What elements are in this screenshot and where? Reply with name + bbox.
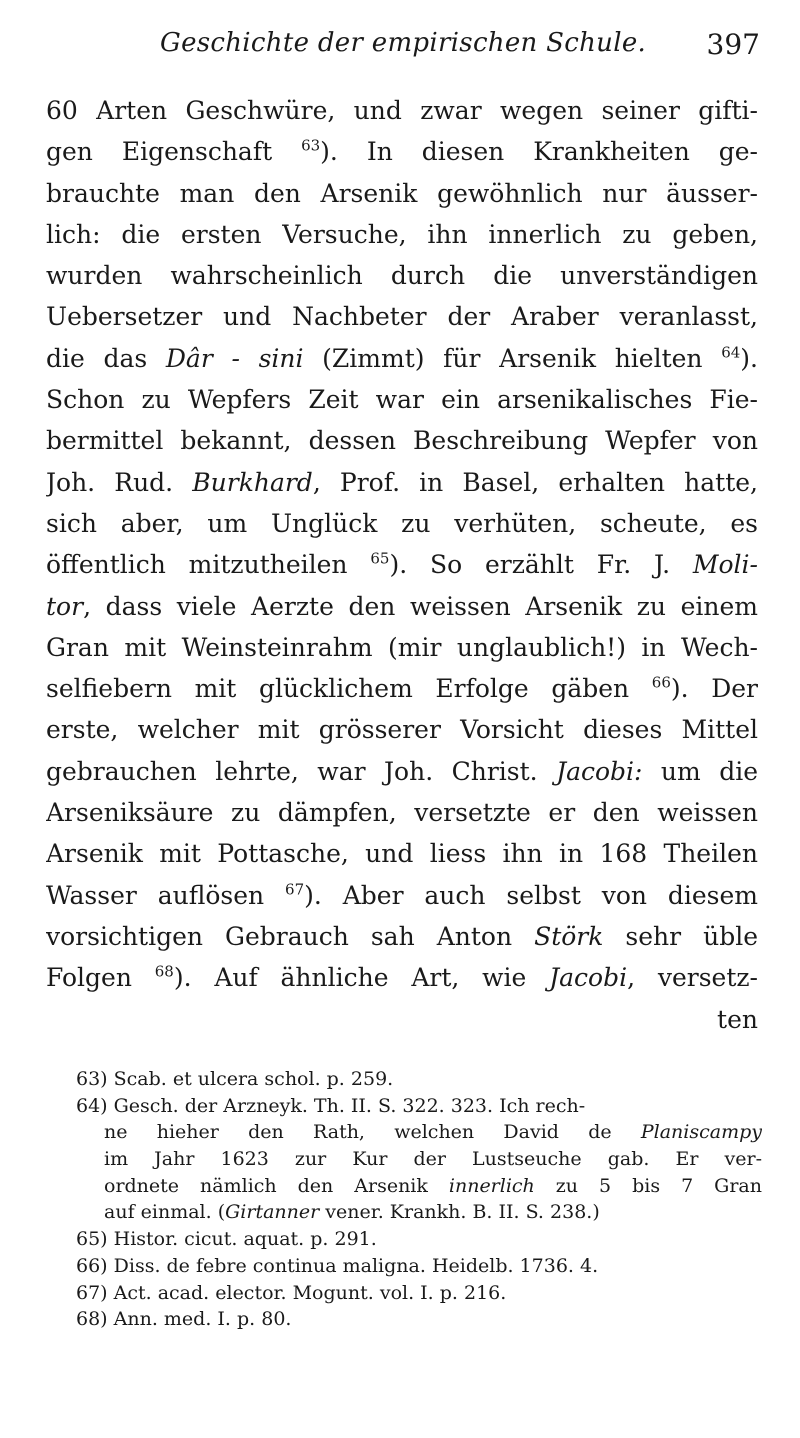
text-run: die das (46, 343, 166, 373)
footnote (76, 1226, 762, 1253)
italic-text: innerlich (448, 1174, 535, 1197)
text-run: Folgen (46, 963, 155, 993)
italic-text: Jacobi (549, 963, 628, 993)
footnote-line (76, 1280, 762, 1307)
text-run: 60 Arten Geschwüre, und zwar wegen seiner gifti- (46, 96, 758, 125)
text-line (46, 255, 758, 296)
text-line (46, 379, 758, 420)
text-run: , versetz- (627, 963, 758, 993)
text-run: öffentlich mitzutheilen (46, 550, 371, 580)
footnote-line (76, 1119, 762, 1146)
italic-text: Dâr - sini (165, 343, 304, 373)
text-line (46, 586, 758, 627)
text-line (46, 875, 758, 916)
footnote-reference: 64 (721, 343, 741, 362)
running-title: Geschichte der empirischen Schule. (160, 28, 647, 58)
text-line (46, 420, 758, 461)
footnote (76, 1253, 762, 1280)
text-line (46, 296, 758, 337)
text-line (46, 833, 758, 874)
footnotes (76, 1066, 762, 1333)
text-run: ). Auf ähnliche Art, wie (173, 963, 550, 993)
page-header (160, 28, 760, 68)
text-run: selfiebern mit glücklichem Erfolge gäben (46, 674, 652, 704)
footnote-reference: 67 (285, 880, 305, 899)
text-run: wurden wahrscheinlich durch die unverständigen (46, 261, 758, 291)
text-run: brauchte man den Arsenik gewöhnlich nur äusser- (46, 178, 758, 208)
text-run: Joh. Rud. (46, 467, 193, 497)
text-line (46, 668, 758, 709)
text-line (46, 338, 758, 379)
text-line (46, 462, 758, 503)
text-line (46, 131, 758, 172)
footnote (76, 1280, 762, 1307)
text-run: ordnete nämlich den Arsenik (104, 1174, 449, 1197)
text-run: auf einmal. ( (104, 1201, 226, 1224)
text-run: ). (740, 343, 758, 373)
text-line (46, 999, 758, 1040)
text-run: , dass viele Aerzte den weissen Arsenik zu einem (83, 591, 758, 621)
text-line (46, 709, 758, 750)
italic-text: tor (46, 591, 84, 621)
italic-text: Planiscampy (640, 1121, 762, 1144)
text-run: ). Der (670, 674, 758, 704)
text-run: ). In diesen Krankheiten ge- (320, 137, 758, 167)
italic-text: Burkhard (192, 467, 313, 497)
footnote-line (76, 1226, 762, 1253)
italic-text: Jacobi: (556, 756, 643, 786)
text-line (46, 792, 758, 833)
text-run: ten (717, 1004, 758, 1034)
text-run: Gran mit Weinsteinrahm (mir unglaublich!) in Wech- (46, 632, 758, 662)
text-run: , Prof. in Basel, erhalten hatte, (312, 467, 758, 497)
text-run: Uebersetzer und Nachbeter der Araber veranlasst, (46, 302, 758, 332)
text-run: im Jahr 1623 zur Kur der Lustseuche gab. Er ver- (104, 1148, 762, 1171)
text-run: sich aber, um Unglück zu verhüten, scheute, es (46, 508, 758, 538)
text-run: gebrauchen lehrte, war Joh. Christ. (46, 756, 557, 786)
text-run: Schon zu Wepfers Zeit war ein arsenikalisches Fie- (46, 385, 758, 415)
footnote-line (76, 1199, 762, 1226)
text-run: Arseniksäure zu dämpfen, versetzte er den weissen (46, 798, 758, 828)
footnote-reference: 66 (651, 673, 671, 692)
italic-text: Störk (534, 921, 604, 951)
text-run: 65) Histor. cicut. aquat. p. 291. (76, 1228, 377, 1251)
main-text (46, 90, 758, 1040)
footnote (76, 1306, 762, 1333)
text-run: erste, welcher mit grösserer Vorsicht dieses Mittel (46, 715, 758, 745)
footnote-line (76, 1066, 762, 1093)
text-run: gen Eigenschaft (46, 137, 302, 167)
text-run: 63) Scab. et ulcera schol. p. 259. (76, 1068, 394, 1090)
text-run: sehr üble (603, 921, 758, 951)
text-run: ). So erzählt Fr. J. (389, 550, 693, 580)
text-line (46, 214, 758, 255)
text-run: Arsenik mit Pottasche, und liess ihn in 168 Theilen (46, 839, 758, 869)
footnote (76, 1066, 762, 1093)
page-number: 397 (706, 28, 760, 61)
text-line (46, 90, 758, 131)
text-run: zu 5 bis 7 Gran (534, 1174, 762, 1197)
text-run: 66) Diss. de febre continua maligna. Heidelb. 1736. 4. (76, 1254, 599, 1277)
text-run: 67) Act. acad. elector. Mogunt. vol. I. p. 216. (76, 1281, 507, 1304)
text-run: ne hieher den Rath, welchen David de (104, 1121, 641, 1144)
text-line (46, 627, 758, 668)
text-run: vener. Krankh. B. II. S. 238.) (319, 1201, 600, 1224)
text-run: 64) Gesch. der Arzneyk. Th. II. S. 322. 323. Ich rech- (76, 1094, 586, 1117)
footnote-line (76, 1146, 762, 1173)
text-run: (Zimmt) für Arsenik hielten (303, 343, 722, 373)
footnote-line (76, 1173, 762, 1200)
footnote-line (76, 1253, 762, 1280)
text-line (46, 957, 758, 998)
footnote-reference: 68 (154, 962, 174, 981)
text-line (46, 544, 758, 585)
text-run: ). Aber auch selbst von diesem (304, 880, 758, 910)
footnote-line (76, 1093, 762, 1120)
footnote (76, 1093, 762, 1226)
text-line (46, 173, 758, 214)
text-line (46, 503, 758, 544)
text-run: vorsichtigen Gebrauch sah Anton (46, 921, 535, 951)
text-run: lich: die ersten Versuche, ihn innerlich zu geben, (46, 219, 758, 249)
text-line (46, 751, 758, 792)
italic-text: Girtanner (225, 1201, 320, 1224)
footnote-line (76, 1306, 762, 1333)
text-line (46, 916, 758, 957)
text-run: bermittel bekannt, dessen Beschreibung Wepfer von (46, 426, 758, 456)
footnote-reference: 63 (301, 136, 321, 155)
text-run: Wasser auflösen (46, 880, 286, 910)
footnote-reference: 65 (370, 549, 390, 568)
text-run: 68) Ann. med. I. p. 80. (76, 1308, 292, 1331)
italic-text: Moli- (692, 550, 758, 580)
text-run: um die (642, 756, 758, 786)
